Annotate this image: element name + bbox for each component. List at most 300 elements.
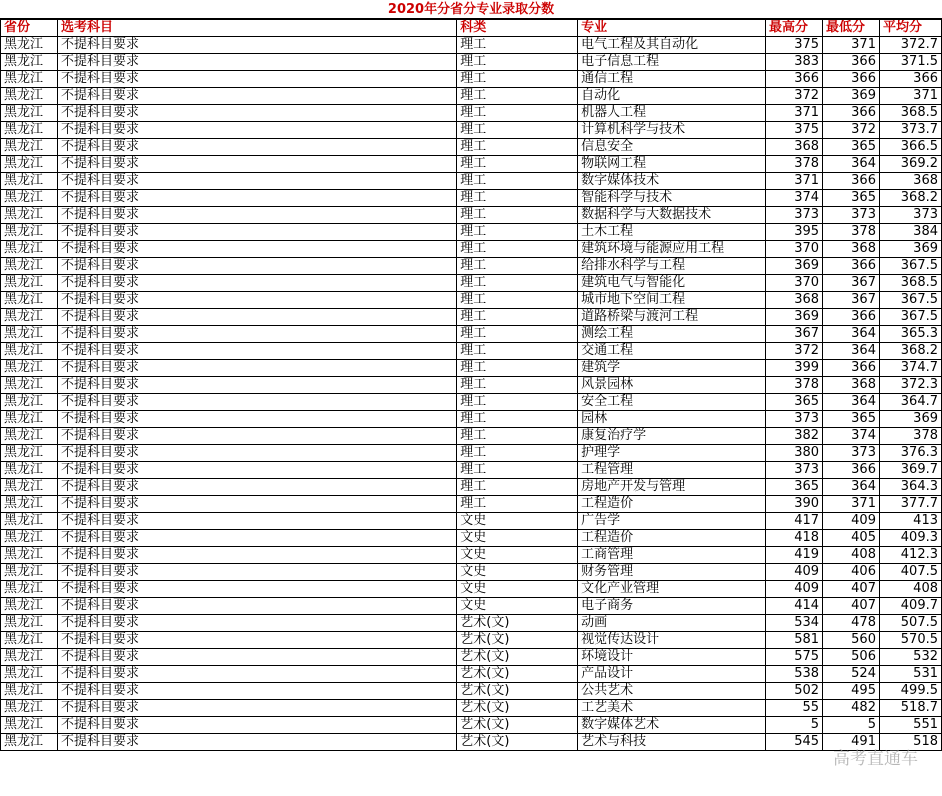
major-cell[interactable]: 电子信息工程 — [578, 54, 766, 71]
max-score-cell[interactable]: 365 — [766, 479, 823, 496]
subjects-cell[interactable]: 不提科目要求 — [57, 632, 456, 649]
province-cell[interactable]: 黑龙江 — [1, 88, 58, 105]
min-score-cell[interactable]: 408 — [823, 547, 880, 564]
max-score-cell[interactable]: 373 — [766, 411, 823, 428]
max-score-cell[interactable]: 371 — [766, 173, 823, 190]
min-score-cell[interactable]: 495 — [823, 683, 880, 700]
major-cell[interactable]: 园林 — [578, 411, 766, 428]
category-cell[interactable]: 理工 — [457, 309, 578, 326]
header-subjects[interactable]: 选考科目 — [57, 20, 456, 37]
header-category[interactable]: 科类 — [457, 20, 578, 37]
avg-score-cell[interactable]: 376.3 — [879, 445, 941, 462]
max-score-cell[interactable]: 382 — [766, 428, 823, 445]
avg-score-cell[interactable]: 371.5 — [879, 54, 941, 71]
min-score-cell[interactable]: 364 — [823, 479, 880, 496]
min-score-cell[interactable]: 378 — [823, 224, 880, 241]
subjects-cell[interactable]: 不提科目要求 — [57, 530, 456, 547]
avg-score-cell[interactable]: 531 — [879, 666, 941, 683]
province-cell[interactable]: 黑龙江 — [1, 105, 58, 122]
major-cell[interactable]: 计算机科学与技术 — [578, 122, 766, 139]
subjects-cell[interactable]: 不提科目要求 — [57, 547, 456, 564]
subjects-cell[interactable]: 不提科目要求 — [57, 666, 456, 683]
subjects-cell[interactable]: 不提科目要求 — [57, 54, 456, 71]
min-score-cell[interactable]: 407 — [823, 598, 880, 615]
max-score-cell[interactable]: 369 — [766, 258, 823, 275]
province-cell[interactable]: 黑龙江 — [1, 241, 58, 258]
avg-score-cell[interactable]: 374.7 — [879, 360, 941, 377]
min-score-cell[interactable]: 365 — [823, 190, 880, 207]
major-cell[interactable]: 给排水科学与工程 — [578, 258, 766, 275]
avg-score-cell[interactable]: 373 — [879, 207, 941, 224]
major-cell[interactable]: 物联网工程 — [578, 156, 766, 173]
min-score-cell[interactable]: 364 — [823, 343, 880, 360]
province-cell[interactable]: 黑龙江 — [1, 190, 58, 207]
min-score-cell[interactable]: 366 — [823, 71, 880, 88]
avg-score-cell[interactable]: 499.5 — [879, 683, 941, 700]
major-cell[interactable]: 视觉传达设计 — [578, 632, 766, 649]
max-score-cell[interactable]: 369 — [766, 309, 823, 326]
avg-score-cell[interactable]: 368.2 — [879, 343, 941, 360]
major-cell[interactable]: 数字媒体技术 — [578, 173, 766, 190]
max-score-cell[interactable]: 55 — [766, 700, 823, 717]
subjects-cell[interactable]: 不提科目要求 — [57, 513, 456, 530]
min-score-cell[interactable]: 368 — [823, 241, 880, 258]
max-score-cell[interactable]: 399 — [766, 360, 823, 377]
subjects-cell[interactable]: 不提科目要求 — [57, 734, 456, 751]
subjects-cell[interactable]: 不提科目要求 — [57, 207, 456, 224]
avg-score-cell[interactable]: 407.5 — [879, 564, 941, 581]
subjects-cell[interactable]: 不提科目要求 — [57, 479, 456, 496]
category-cell[interactable]: 艺术(文) — [457, 700, 578, 717]
max-score-cell[interactable]: 418 — [766, 530, 823, 547]
major-cell[interactable]: 风景园林 — [578, 377, 766, 394]
avg-score-cell[interactable]: 518.7 — [879, 700, 941, 717]
major-cell[interactable]: 康复治疗学 — [578, 428, 766, 445]
province-cell[interactable]: 黑龙江 — [1, 649, 58, 666]
province-cell[interactable]: 黑龙江 — [1, 343, 58, 360]
major-cell[interactable]: 房地产开发与管理 — [578, 479, 766, 496]
avg-score-cell[interactable]: 368.2 — [879, 190, 941, 207]
subjects-cell[interactable]: 不提科目要求 — [57, 445, 456, 462]
province-cell[interactable]: 黑龙江 — [1, 377, 58, 394]
subjects-cell[interactable]: 不提科目要求 — [57, 326, 456, 343]
province-cell[interactable]: 黑龙江 — [1, 71, 58, 88]
max-score-cell[interactable]: 414 — [766, 598, 823, 615]
subjects-cell[interactable]: 不提科目要求 — [57, 156, 456, 173]
min-score-cell[interactable]: 365 — [823, 411, 880, 428]
province-cell[interactable]: 黑龙江 — [1, 428, 58, 445]
avg-score-cell[interactable]: 408 — [879, 581, 941, 598]
category-cell[interactable]: 理工 — [457, 241, 578, 258]
subjects-cell[interactable]: 不提科目要求 — [57, 88, 456, 105]
avg-score-cell[interactable]: 412.3 — [879, 547, 941, 564]
category-cell[interactable]: 文史 — [457, 547, 578, 564]
max-score-cell[interactable]: 417 — [766, 513, 823, 530]
category-cell[interactable]: 理工 — [457, 122, 578, 139]
category-cell[interactable]: 理工 — [457, 258, 578, 275]
min-score-cell[interactable]: 366 — [823, 105, 880, 122]
min-score-cell[interactable]: 405 — [823, 530, 880, 547]
min-score-cell[interactable]: 373 — [823, 207, 880, 224]
category-cell[interactable]: 理工 — [457, 343, 578, 360]
min-score-cell[interactable]: 373 — [823, 445, 880, 462]
max-score-cell[interactable]: 534 — [766, 615, 823, 632]
min-score-cell[interactable]: 367 — [823, 292, 880, 309]
max-score-cell[interactable]: 365 — [766, 394, 823, 411]
max-score-cell[interactable]: 366 — [766, 71, 823, 88]
major-cell[interactable]: 建筑学 — [578, 360, 766, 377]
min-score-cell[interactable]: 364 — [823, 326, 880, 343]
category-cell[interactable]: 艺术(文) — [457, 666, 578, 683]
category-cell[interactable]: 理工 — [457, 360, 578, 377]
major-cell[interactable]: 智能科学与技术 — [578, 190, 766, 207]
major-cell[interactable]: 艺术与科技 — [578, 734, 766, 751]
major-cell[interactable]: 护理学 — [578, 445, 766, 462]
subjects-cell[interactable]: 不提科目要求 — [57, 122, 456, 139]
min-score-cell[interactable]: 367 — [823, 275, 880, 292]
min-score-cell[interactable]: 366 — [823, 54, 880, 71]
province-cell[interactable]: 黑龙江 — [1, 309, 58, 326]
major-cell[interactable]: 建筑环境与能源应用工程 — [578, 241, 766, 258]
category-cell[interactable]: 艺术(文) — [457, 734, 578, 751]
min-score-cell[interactable]: 5 — [823, 717, 880, 734]
major-cell[interactable]: 电子商务 — [578, 598, 766, 615]
subjects-cell[interactable]: 不提科目要求 — [57, 258, 456, 275]
min-score-cell[interactable]: 560 — [823, 632, 880, 649]
avg-score-cell[interactable]: 372.7 — [879, 37, 941, 54]
subjects-cell[interactable]: 不提科目要求 — [57, 105, 456, 122]
avg-score-cell[interactable]: 413 — [879, 513, 941, 530]
major-cell[interactable]: 测绘工程 — [578, 326, 766, 343]
major-cell[interactable]: 数据科学与大数据技术 — [578, 207, 766, 224]
category-cell[interactable]: 文史 — [457, 564, 578, 581]
min-score-cell[interactable]: 406 — [823, 564, 880, 581]
province-cell[interactable]: 黑龙江 — [1, 122, 58, 139]
category-cell[interactable]: 艺术(文) — [457, 615, 578, 632]
province-cell[interactable]: 黑龙江 — [1, 666, 58, 683]
category-cell[interactable]: 理工 — [457, 394, 578, 411]
max-score-cell[interactable]: 375 — [766, 122, 823, 139]
avg-score-cell[interactable]: 369.7 — [879, 462, 941, 479]
province-cell[interactable]: 黑龙江 — [1, 258, 58, 275]
subjects-cell[interactable]: 不提科目要求 — [57, 275, 456, 292]
category-cell[interactable]: 理工 — [457, 105, 578, 122]
avg-score-cell[interactable]: 551 — [879, 717, 941, 734]
max-score-cell[interactable]: 581 — [766, 632, 823, 649]
category-cell[interactable]: 理工 — [457, 377, 578, 394]
min-score-cell[interactable]: 366 — [823, 258, 880, 275]
avg-score-cell[interactable]: 518 — [879, 734, 941, 751]
min-score-cell[interactable]: 369 — [823, 88, 880, 105]
subjects-cell[interactable]: 不提科目要求 — [57, 411, 456, 428]
province-cell[interactable]: 黑龙江 — [1, 632, 58, 649]
max-score-cell[interactable]: 370 — [766, 275, 823, 292]
province-cell[interactable]: 黑龙江 — [1, 734, 58, 751]
category-cell[interactable]: 理工 — [457, 173, 578, 190]
header-province[interactable]: 省份 — [1, 20, 58, 37]
category-cell[interactable]: 艺术(文) — [457, 649, 578, 666]
category-cell[interactable]: 理工 — [457, 139, 578, 156]
min-score-cell[interactable]: 371 — [823, 496, 880, 513]
province-cell[interactable]: 黑龙江 — [1, 37, 58, 54]
max-score-cell[interactable]: 575 — [766, 649, 823, 666]
avg-score-cell[interactable]: 369 — [879, 411, 941, 428]
avg-score-cell[interactable]: 532 — [879, 649, 941, 666]
category-cell[interactable]: 理工 — [457, 411, 578, 428]
major-cell[interactable]: 公共艺术 — [578, 683, 766, 700]
avg-score-cell[interactable]: 368.5 — [879, 105, 941, 122]
province-cell[interactable]: 黑龙江 — [1, 292, 58, 309]
province-cell[interactable]: 黑龙江 — [1, 224, 58, 241]
major-cell[interactable]: 自动化 — [578, 88, 766, 105]
major-cell[interactable]: 动画 — [578, 615, 766, 632]
avg-score-cell[interactable]: 409.7 — [879, 598, 941, 615]
major-cell[interactable]: 财务管理 — [578, 564, 766, 581]
category-cell[interactable]: 理工 — [457, 54, 578, 71]
min-score-cell[interactable]: 366 — [823, 173, 880, 190]
avg-score-cell[interactable]: 367.5 — [879, 309, 941, 326]
avg-score-cell[interactable]: 378 — [879, 428, 941, 445]
max-score-cell[interactable]: 370 — [766, 241, 823, 258]
avg-score-cell[interactable]: 369.2 — [879, 156, 941, 173]
province-cell[interactable]: 黑龙江 — [1, 326, 58, 343]
subjects-cell[interactable]: 不提科目要求 — [57, 496, 456, 513]
max-score-cell[interactable]: 374 — [766, 190, 823, 207]
major-cell[interactable]: 城市地下空间工程 — [578, 292, 766, 309]
header-major[interactable]: 专业 — [578, 20, 766, 37]
category-cell[interactable]: 理工 — [457, 275, 578, 292]
province-cell[interactable]: 黑龙江 — [1, 598, 58, 615]
major-cell[interactable]: 工商管理 — [578, 547, 766, 564]
min-score-cell[interactable]: 368 — [823, 377, 880, 394]
subjects-cell[interactable]: 不提科目要求 — [57, 343, 456, 360]
major-cell[interactable]: 文化产业管理 — [578, 581, 766, 598]
category-cell[interactable]: 文史 — [457, 598, 578, 615]
major-cell[interactable]: 信息安全 — [578, 139, 766, 156]
category-cell[interactable]: 理工 — [457, 445, 578, 462]
min-score-cell[interactable]: 524 — [823, 666, 880, 683]
subjects-cell[interactable]: 不提科目要求 — [57, 190, 456, 207]
header-avg-score[interactable]: 平均分 — [879, 20, 941, 37]
subjects-cell[interactable]: 不提科目要求 — [57, 598, 456, 615]
province-cell[interactable]: 黑龙江 — [1, 445, 58, 462]
province-cell[interactable]: 黑龙江 — [1, 530, 58, 547]
min-score-cell[interactable]: 366 — [823, 360, 880, 377]
category-cell[interactable]: 理工 — [457, 428, 578, 445]
avg-score-cell[interactable]: 384 — [879, 224, 941, 241]
subjects-cell[interactable]: 不提科目要求 — [57, 564, 456, 581]
major-cell[interactable]: 电气工程及其自动化 — [578, 37, 766, 54]
subjects-cell[interactable]: 不提科目要求 — [57, 241, 456, 258]
avg-score-cell[interactable]: 507.5 — [879, 615, 941, 632]
major-cell[interactable]: 土木工程 — [578, 224, 766, 241]
max-score-cell[interactable]: 378 — [766, 377, 823, 394]
major-cell[interactable]: 数字媒体艺术 — [578, 717, 766, 734]
category-cell[interactable]: 理工 — [457, 190, 578, 207]
major-cell[interactable]: 广告学 — [578, 513, 766, 530]
avg-score-cell[interactable]: 570.5 — [879, 632, 941, 649]
min-score-cell[interactable]: 366 — [823, 462, 880, 479]
major-cell[interactable]: 通信工程 — [578, 71, 766, 88]
min-score-cell[interactable]: 506 — [823, 649, 880, 666]
max-score-cell[interactable]: 372 — [766, 88, 823, 105]
avg-score-cell[interactable]: 409.3 — [879, 530, 941, 547]
min-score-cell[interactable]: 364 — [823, 394, 880, 411]
subjects-cell[interactable]: 不提科目要求 — [57, 428, 456, 445]
min-score-cell[interactable]: 407 — [823, 581, 880, 598]
major-cell[interactable]: 工程造价 — [578, 496, 766, 513]
avg-score-cell[interactable]: 368 — [879, 173, 941, 190]
major-cell[interactable]: 安全工程 — [578, 394, 766, 411]
category-cell[interactable]: 理工 — [457, 224, 578, 241]
max-score-cell[interactable]: 419 — [766, 547, 823, 564]
avg-score-cell[interactable]: 369 — [879, 241, 941, 258]
subjects-cell[interactable]: 不提科目要求 — [57, 139, 456, 156]
max-score-cell[interactable]: 5 — [766, 717, 823, 734]
max-score-cell[interactable]: 383 — [766, 54, 823, 71]
category-cell[interactable]: 理工 — [457, 326, 578, 343]
province-cell[interactable]: 黑龙江 — [1, 547, 58, 564]
category-cell[interactable]: 理工 — [457, 88, 578, 105]
min-score-cell[interactable]: 491 — [823, 734, 880, 751]
max-score-cell[interactable]: 371 — [766, 105, 823, 122]
min-score-cell[interactable]: 364 — [823, 156, 880, 173]
province-cell[interactable]: 黑龙江 — [1, 411, 58, 428]
province-cell[interactable]: 黑龙江 — [1, 360, 58, 377]
category-cell[interactable]: 理工 — [457, 71, 578, 88]
category-cell[interactable]: 理工 — [457, 496, 578, 513]
province-cell[interactable]: 黑龙江 — [1, 54, 58, 71]
province-cell[interactable]: 黑龙江 — [1, 496, 58, 513]
major-cell[interactable]: 环境设计 — [578, 649, 766, 666]
subjects-cell[interactable]: 不提科目要求 — [57, 615, 456, 632]
province-cell[interactable]: 黑龙江 — [1, 581, 58, 598]
major-cell[interactable]: 建筑电气与智能化 — [578, 275, 766, 292]
subjects-cell[interactable]: 不提科目要求 — [57, 360, 456, 377]
subjects-cell[interactable]: 不提科目要求 — [57, 377, 456, 394]
subjects-cell[interactable]: 不提科目要求 — [57, 37, 456, 54]
province-cell[interactable]: 黑龙江 — [1, 683, 58, 700]
category-cell[interactable]: 理工 — [457, 462, 578, 479]
avg-score-cell[interactable]: 366.5 — [879, 139, 941, 156]
max-score-cell[interactable]: 502 — [766, 683, 823, 700]
max-score-cell[interactable]: 545 — [766, 734, 823, 751]
avg-score-cell[interactable]: 367.5 — [879, 292, 941, 309]
province-cell[interactable]: 黑龙江 — [1, 173, 58, 190]
category-cell[interactable]: 文史 — [457, 513, 578, 530]
avg-score-cell[interactable]: 373.7 — [879, 122, 941, 139]
category-cell[interactable]: 理工 — [457, 37, 578, 54]
min-score-cell[interactable]: 482 — [823, 700, 880, 717]
subjects-cell[interactable]: 不提科目要求 — [57, 173, 456, 190]
max-score-cell[interactable]: 538 — [766, 666, 823, 683]
major-cell[interactable]: 机器人工程 — [578, 105, 766, 122]
avg-score-cell[interactable]: 367.5 — [879, 258, 941, 275]
category-cell[interactable]: 文史 — [457, 530, 578, 547]
major-cell[interactable]: 工程造价 — [578, 530, 766, 547]
category-cell[interactable]: 文史 — [457, 581, 578, 598]
min-score-cell[interactable]: 366 — [823, 309, 880, 326]
category-cell[interactable]: 艺术(文) — [457, 632, 578, 649]
max-score-cell[interactable]: 368 — [766, 139, 823, 156]
max-score-cell[interactable]: 368 — [766, 292, 823, 309]
category-cell[interactable]: 理工 — [457, 479, 578, 496]
subjects-cell[interactable]: 不提科目要求 — [57, 224, 456, 241]
max-score-cell[interactable]: 409 — [766, 564, 823, 581]
category-cell[interactable]: 艺术(文) — [457, 717, 578, 734]
min-score-cell[interactable]: 409 — [823, 513, 880, 530]
max-score-cell[interactable]: 395 — [766, 224, 823, 241]
subjects-cell[interactable]: 不提科目要求 — [57, 394, 456, 411]
category-cell[interactable]: 理工 — [457, 156, 578, 173]
subjects-cell[interactable]: 不提科目要求 — [57, 581, 456, 598]
subjects-cell[interactable]: 不提科目要求 — [57, 717, 456, 734]
province-cell[interactable]: 黑龙江 — [1, 700, 58, 717]
major-cell[interactable]: 交通工程 — [578, 343, 766, 360]
avg-score-cell[interactable]: 371 — [879, 88, 941, 105]
avg-score-cell[interactable]: 372.3 — [879, 377, 941, 394]
subjects-cell[interactable]: 不提科目要求 — [57, 649, 456, 666]
max-score-cell[interactable]: 375 — [766, 37, 823, 54]
subjects-cell[interactable]: 不提科目要求 — [57, 683, 456, 700]
max-score-cell[interactable]: 373 — [766, 462, 823, 479]
province-cell[interactable]: 黑龙江 — [1, 615, 58, 632]
province-cell[interactable]: 黑龙江 — [1, 564, 58, 581]
province-cell[interactable]: 黑龙江 — [1, 513, 58, 530]
min-score-cell[interactable]: 478 — [823, 615, 880, 632]
min-score-cell[interactable]: 371 — [823, 37, 880, 54]
province-cell[interactable]: 黑龙江 — [1, 139, 58, 156]
province-cell[interactable]: 黑龙江 — [1, 394, 58, 411]
max-score-cell[interactable]: 378 — [766, 156, 823, 173]
major-cell[interactable]: 产品设计 — [578, 666, 766, 683]
max-score-cell[interactable]: 390 — [766, 496, 823, 513]
province-cell[interactable]: 黑龙江 — [1, 207, 58, 224]
max-score-cell[interactable]: 373 — [766, 207, 823, 224]
province-cell[interactable]: 黑龙江 — [1, 156, 58, 173]
min-score-cell[interactable]: 372 — [823, 122, 880, 139]
subjects-cell[interactable]: 不提科目要求 — [57, 71, 456, 88]
subjects-cell[interactable]: 不提科目要求 — [57, 292, 456, 309]
province-cell[interactable]: 黑龙江 — [1, 479, 58, 496]
min-score-cell[interactable]: 365 — [823, 139, 880, 156]
province-cell[interactable]: 黑龙江 — [1, 462, 58, 479]
major-cell[interactable]: 道路桥梁与渡河工程 — [578, 309, 766, 326]
avg-score-cell[interactable]: 365.3 — [879, 326, 941, 343]
min-score-cell[interactable]: 374 — [823, 428, 880, 445]
major-cell[interactable]: 工程管理 — [578, 462, 766, 479]
avg-score-cell[interactable]: 364.3 — [879, 479, 941, 496]
avg-score-cell[interactable]: 366 — [879, 71, 941, 88]
max-score-cell[interactable]: 380 — [766, 445, 823, 462]
subjects-cell[interactable]: 不提科目要求 — [57, 462, 456, 479]
header-max-score[interactable]: 最高分 — [766, 20, 823, 37]
avg-score-cell[interactable]: 377.7 — [879, 496, 941, 513]
max-score-cell[interactable]: 372 — [766, 343, 823, 360]
province-cell[interactable]: 黑龙江 — [1, 717, 58, 734]
major-cell[interactable]: 工艺美术 — [578, 700, 766, 717]
max-score-cell[interactable]: 367 — [766, 326, 823, 343]
subjects-cell[interactable]: 不提科目要求 — [57, 700, 456, 717]
avg-score-cell[interactable]: 368.5 — [879, 275, 941, 292]
header-min-score[interactable]: 最低分 — [823, 20, 880, 37]
max-score-cell[interactable]: 409 — [766, 581, 823, 598]
category-cell[interactable]: 理工 — [457, 207, 578, 224]
category-cell[interactable]: 艺术(文) — [457, 683, 578, 700]
subjects-cell[interactable]: 不提科目要求 — [57, 309, 456, 326]
avg-score-cell[interactable]: 364.7 — [879, 394, 941, 411]
category-cell[interactable]: 理工 — [457, 292, 578, 309]
